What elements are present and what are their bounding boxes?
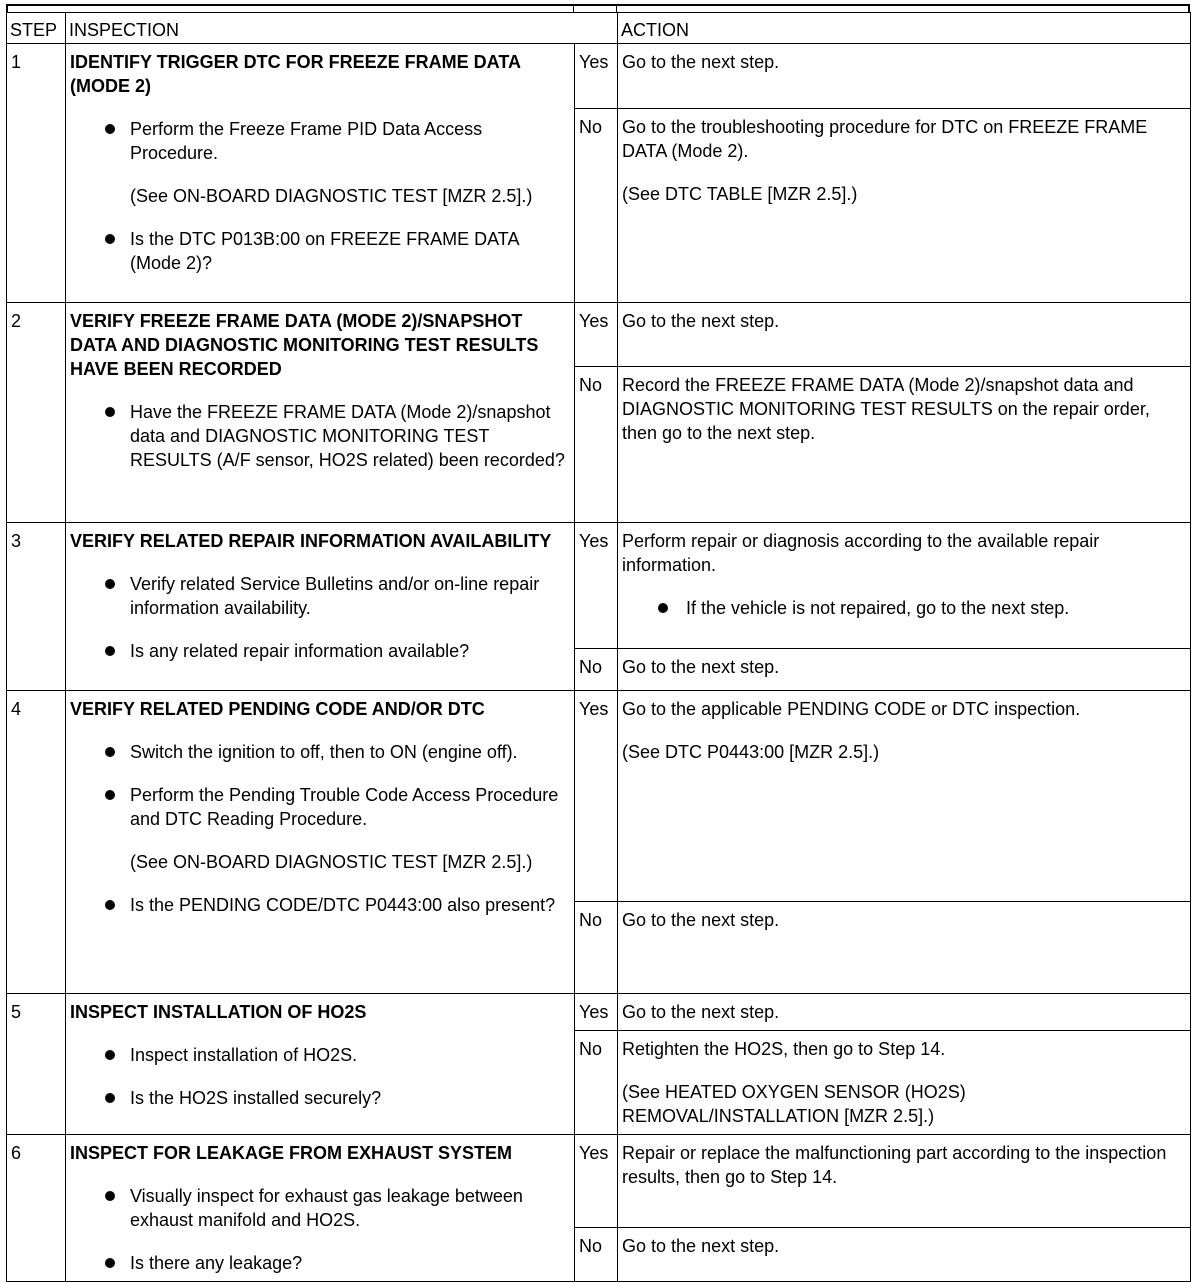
header-step: STEP	[7, 13, 66, 44]
no-action: Go to the next step.	[618, 649, 1191, 691]
yes-label: Yes	[575, 523, 618, 649]
yes-action: Go to the next step.	[618, 44, 1191, 109]
yes-label: Yes	[575, 1135, 618, 1228]
inspection-list	[70, 893, 570, 917]
step-title: IDENTIFY TRIGGER DTC FOR FREEZE FRAME DATA (MODE 2)	[70, 52, 521, 96]
inspection-bullet: Verify related Service Bulletins and/or on-line repair information availability.	[70, 572, 570, 620]
yes-label: Yes	[575, 44, 618, 109]
no-action: Retighten the HO2S, then go to Step 14.	[622, 1039, 946, 1059]
step-number: 1	[7, 44, 66, 303]
no-action-note: (See HEATED OXYGEN SENSOR (HO2S) REMOVAL/INSTALLATION [MZR 2.5].)	[622, 1082, 966, 1126]
inspection-list	[70, 740, 570, 831]
inspection-bullet: Perform the Freeze Frame PID Data Access Procedure.	[70, 117, 570, 165]
no-action: Go to the next step.	[618, 902, 1191, 994]
step-title: VERIFY RELATED REPAIR INFORMATION AVAILABILITY	[70, 531, 552, 551]
step-title: INSPECT FOR LEAKAGE FROM EXHAUST SYSTEM	[70, 1143, 513, 1163]
yes-action-cell	[618, 691, 1191, 902]
step-3-yes-row	[7, 523, 1191, 649]
yes-action: Go to the next step.	[618, 994, 1191, 1031]
yes-action: Perform repair or diagnosis according to the available repair information.	[622, 531, 1100, 575]
diagnostic-table	[6, 12, 1191, 1282]
inspection-list	[70, 227, 570, 275]
inspection-bullet: Is the HO2S installed securely?	[70, 1086, 570, 1110]
no-action: Record the FREEZE FRAME DATA (Mode 2)/snapshot data and DIAGNOSTIC MONITORING TEST RESULTS on the repair order, then go to the next step.	[618, 367, 1191, 523]
inspection-list	[70, 400, 570, 472]
inspection-list	[70, 117, 570, 165]
inspection-list	[70, 1184, 570, 1275]
yes-action: Go to the next step.	[618, 303, 1191, 367]
no-label: No	[575, 1227, 618, 1281]
inspection-list	[70, 572, 570, 663]
inspection-bullet: Is the PENDING CODE/DTC P0443:00 also present?	[70, 893, 570, 917]
step-title: VERIFY FREEZE FRAME DATA (MODE 2)/SNAPSHOT DATA AND DIAGNOSTIC MONITORING TEST RESULTS HAVE BEEN RECORDED	[70, 311, 539, 379]
inspection-cell	[66, 1135, 575, 1282]
inspection-cell	[66, 303, 575, 523]
no-action: Go to the next step.	[618, 1227, 1191, 1281]
no-label: No	[575, 109, 618, 303]
no-label: No	[575, 367, 618, 523]
no-action: Go to the troubleshooting procedure for DTC on FREEZE FRAME DATA (Mode 2).	[622, 117, 1148, 161]
no-action-cell	[618, 1031, 1191, 1135]
yes-label: Yes	[575, 691, 618, 902]
step-6-yes-row	[7, 1135, 1191, 1228]
no-action-note: (See DTC TABLE [MZR 2.5].)	[622, 184, 858, 204]
step-number: 4	[7, 691, 66, 994]
step-number: 5	[7, 994, 66, 1135]
inspection-note: (See ON-BOARD DIAGNOSTIC TEST [MZR 2.5].)	[130, 852, 533, 872]
step-2-yes-row	[7, 303, 1191, 367]
yes-action-cell	[618, 523, 1191, 649]
inspection-note: (See ON-BOARD DIAGNOSTIC TEST [MZR 2.5].)	[130, 186, 533, 206]
inspection-bullet: Is there any leakage?	[70, 1251, 570, 1275]
inspection-bullet: Is any related repair information available?	[70, 639, 570, 663]
yes-action: Repair or replace the malfunctioning part according to the inspection results, then go to Step 14.	[618, 1135, 1191, 1228]
step-1-yes-row	[7, 44, 1191, 109]
no-label: No	[575, 649, 618, 691]
inspection-cell	[66, 994, 575, 1135]
header-action: ACTION	[618, 13, 1191, 44]
no-label: No	[575, 1031, 618, 1135]
no-action-cell	[618, 109, 1191, 303]
inspection-bullet: Perform the Pending Trouble Code Access Procedure and DTC Reading Procedure.	[70, 783, 570, 831]
inspection-bullet: Switch the ignition to off, then to ON (engine off).	[70, 740, 570, 764]
yes-label: Yes	[575, 994, 618, 1031]
step-title: INSPECT INSTALLATION OF HO2S	[70, 1002, 367, 1022]
step-number: 3	[7, 523, 66, 691]
step-number: 6	[7, 1135, 66, 1282]
inspection-bullet: Visually inspect for exhaust gas leakage between exhaust manifold and HO2S.	[70, 1184, 570, 1232]
header-inspection: INSPECTION	[66, 13, 618, 44]
yes-action: Go to the applicable PENDING CODE or DTC inspection.	[622, 699, 1081, 719]
header-row	[7, 13, 1191, 44]
top-rule	[6, 4, 1190, 12]
yes-label: Yes	[575, 303, 618, 367]
yes-action-note: (See DTC P0443:00 [MZR 2.5].)	[622, 742, 880, 762]
inspection-bullet: Have the FREEZE FRAME DATA (Mode 2)/snapshot data and DIAGNOSTIC MONITORING TEST RESULTS (A/F sensor, HO2S related) been recorded?	[70, 400, 570, 472]
inspection-bullet: Is the DTC P013B:00 on FREEZE FRAME DATA (Mode 2)?	[70, 227, 570, 275]
inspection-list	[70, 1043, 570, 1110]
inspection-cell	[66, 691, 575, 994]
inspection-bullet: Inspect installation of HO2S.	[70, 1043, 570, 1067]
yes-action-bullet: If the vehicle is not repaired, go to the next step.	[622, 596, 1186, 620]
no-label: No	[575, 902, 618, 994]
step-number: 2	[7, 303, 66, 523]
inspection-cell	[66, 523, 575, 691]
step-4-yes-row	[7, 691, 1191, 902]
inspection-cell	[66, 44, 575, 303]
step-5-yes-row	[7, 994, 1191, 1031]
step-title: VERIFY RELATED PENDING CODE AND/OR DTC	[70, 699, 485, 719]
